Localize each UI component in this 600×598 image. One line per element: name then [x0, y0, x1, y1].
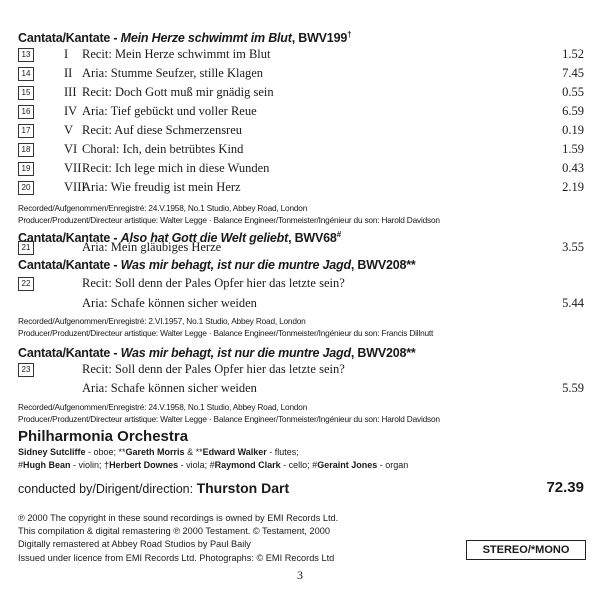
movement-number: V	[64, 123, 74, 137]
track-row	[18, 296, 584, 314]
track-number: 17	[18, 124, 34, 138]
track-title: Aria: Tief gebückt und voller Reue	[82, 104, 257, 118]
track-number: 13	[18, 48, 34, 62]
producer-credit: Producer/Produzent/Directeur artistique: Walter Legge · Balance Engineer/Tonmeister/Ingénieur du son: Harold Davidson	[18, 215, 440, 225]
copyright-line: This compilation & digital remastering ℗ 2000 Testament. © Testament, 2000	[18, 526, 330, 537]
performer-mark: #	[312, 460, 318, 470]
track-number: 16	[18, 105, 34, 119]
track-row	[18, 85, 584, 103]
track-title: Aria: Wie freudig ist mein Herz	[82, 180, 241, 194]
performer-mark: #	[18, 460, 24, 470]
track-number: 15	[18, 86, 34, 100]
orchestra-name: Philharmonia Orchestra	[18, 428, 189, 445]
musician-name: Gareth Morris	[125, 447, 185, 457]
movement-number: IV	[64, 104, 78, 118]
performer-mark: #	[336, 230, 341, 239]
recording-credit: Recorded/Aufgenommen/Enregistré: 24.V.1958, No.1 Studio, Abbey Road, London	[18, 402, 308, 412]
instrument: - cello;	[280, 460, 313, 470]
cantata-prefix: Cantata/Kantate -	[18, 258, 121, 272]
performer-mark: #	[209, 460, 215, 470]
copyright-line: Issued under licence from EMI Records Ltd. Photographs: © EMI Records Ltd	[18, 552, 335, 563]
movement-number: VII	[64, 161, 82, 175]
track-number: 20	[18, 181, 34, 195]
track-title: Recit: Ich lege mich in diese Wunden	[82, 161, 270, 175]
producer-credit: Producer/Produzent/Directeur artistique: Walter Legge · Balance Engineer/Tonmeister/Ingénieur du son: Harold Davidson	[18, 414, 440, 424]
track-row	[18, 47, 584, 65]
movement-number: II	[64, 66, 73, 80]
musicians-line	[18, 459, 588, 472]
track-title: Recit: Soll denn der Pales Opfer hier das letzte sein?	[82, 362, 345, 376]
track-title: Recit: Mein Herze schwimmt im Blut	[82, 47, 271, 61]
separator: & **	[184, 447, 203, 457]
track-number: 23	[18, 363, 34, 377]
musicians-line	[18, 446, 588, 459]
movement-number: III	[64, 85, 77, 99]
track-duration: 0.55	[562, 85, 584, 99]
track-duration: 3.55	[562, 240, 584, 254]
recording-credit: Recorded/Aufgenommen/Enregistré: 2.VI.1957, No.1 Studio, Abbey Road, London	[18, 316, 306, 326]
track-duration: 0.19	[562, 123, 584, 137]
cantata-heading	[18, 30, 351, 45]
cantata-bwv: , BWV68	[288, 231, 337, 246]
cantata-heading	[18, 258, 416, 272]
musician-name: Hugh Bean	[23, 460, 71, 470]
track-duration: 1.59	[562, 142, 584, 156]
track-title: Recit: Auf diese Schmerzensreu	[82, 123, 243, 137]
movement-number: I	[64, 47, 69, 61]
track-title: Aria: Mein gläubiges Herze	[82, 240, 222, 254]
track-duration: 5.44	[562, 296, 584, 310]
musician-name: Raymond Clark	[214, 460, 281, 470]
cantata-title: Was mir behagt, ist nur die muntre Jagd	[120, 346, 351, 360]
stereo-mono-badge: STEREO/*MONO	[466, 540, 586, 560]
cantata-bwv: , BWV208	[350, 258, 407, 272]
producer-credit: Producer/Produzent/Directeur artistique: Walter Legge · Balance Engineer/Tonmeister/Ingénieur du son: Francis Dillnutt	[18, 328, 434, 338]
performer-mark: **	[406, 346, 416, 360]
track-row	[18, 180, 584, 198]
page-number: 3	[297, 568, 303, 582]
track-row	[18, 276, 584, 294]
movement-number: VIII	[64, 180, 86, 194]
track-duration: 1.52	[562, 47, 584, 61]
movement-number: VI	[64, 142, 78, 156]
track-title: Choral: Ich, dein betrübtes Kind	[82, 142, 244, 156]
cantata-bwv: , BWV199	[291, 31, 348, 46]
track-row	[18, 66, 584, 84]
track-row	[18, 142, 584, 160]
total-duration: 72.39	[546, 479, 584, 496]
musician-name: Edward Walker	[202, 447, 267, 457]
cantata-prefix: Cantata/Kantate -	[18, 231, 121, 246]
track-duration: 7.45	[562, 66, 584, 80]
track-duration: 6.59	[562, 104, 584, 118]
track-number: 18	[18, 143, 34, 157]
musician-name: Herbert Downes	[109, 460, 179, 470]
cantata-title: Also hat Gott die Welt geliebt	[120, 231, 289, 246]
track-row	[18, 123, 584, 141]
track-number: 19	[18, 162, 34, 176]
track-number: 21	[18, 241, 34, 255]
copyright-line: ℗ 2000 The copyright in these sound recordings is owned by EMI Records Ltd.	[18, 513, 339, 523]
cantata-title: Mein Herze schwimmt im Blut	[120, 31, 292, 46]
conductor-line	[18, 480, 584, 496]
track-duration: 5.59	[562, 381, 584, 395]
performer-mark: †	[104, 460, 110, 470]
cantata-bwv: , BWV208	[350, 346, 407, 360]
conductor-name: Thurston Dart	[196, 480, 290, 496]
instrument: - oboe; **	[85, 447, 126, 457]
track-row	[18, 161, 584, 179]
track-title: Aria: Schafe können sicher weiden	[82, 381, 257, 395]
instrument: - violin;	[70, 460, 105, 470]
track-title: Recit: Soll denn der Pales Opfer hier das letzte sein?	[82, 276, 345, 290]
track-title: Aria: Stumme Seufzer, stille Klagen	[82, 66, 264, 80]
cantata-prefix: Cantata/Kantate -	[18, 31, 121, 46]
instrument: - organ	[377, 460, 409, 470]
cantata-heading	[18, 346, 416, 360]
copyright-line: Digitally remastered at Abbey Road Studios by Paul Baily	[18, 539, 251, 550]
track-number: 14	[18, 67, 34, 81]
track-row	[18, 240, 584, 258]
track-duration: 2.19	[562, 180, 584, 194]
performer-mark: †	[347, 30, 352, 39]
recording-credit: Recorded/Aufgenommen/Enregistré: 24.V.1958, No.1 Studio, Abbey Road, London	[18, 203, 308, 213]
track-title: Aria: Schafe können sicher weiden	[82, 296, 257, 310]
track-row	[18, 381, 584, 399]
track-number: 22	[18, 277, 34, 291]
track-row	[18, 104, 584, 122]
instrument: - flutes;	[266, 447, 299, 457]
instrument: - viola;	[178, 460, 210, 470]
track-title: Recit: Doch Gott muß mir gnädig sein	[82, 85, 274, 99]
musician-name: Sidney Sutcliffe	[18, 447, 86, 457]
track-row	[18, 362, 584, 380]
cantata-prefix: Cantata/Kantate -	[18, 346, 121, 360]
track-duration: 0.43	[562, 161, 584, 175]
copyright-block	[18, 512, 338, 565]
musician-name: Geraint Jones	[317, 460, 378, 470]
cantata-title: Was mir behagt, ist nur die muntre Jagd	[120, 258, 351, 272]
performer-mark: **	[406, 258, 416, 272]
conductor-label: conducted by/Dirigent/direction:	[18, 482, 197, 496]
